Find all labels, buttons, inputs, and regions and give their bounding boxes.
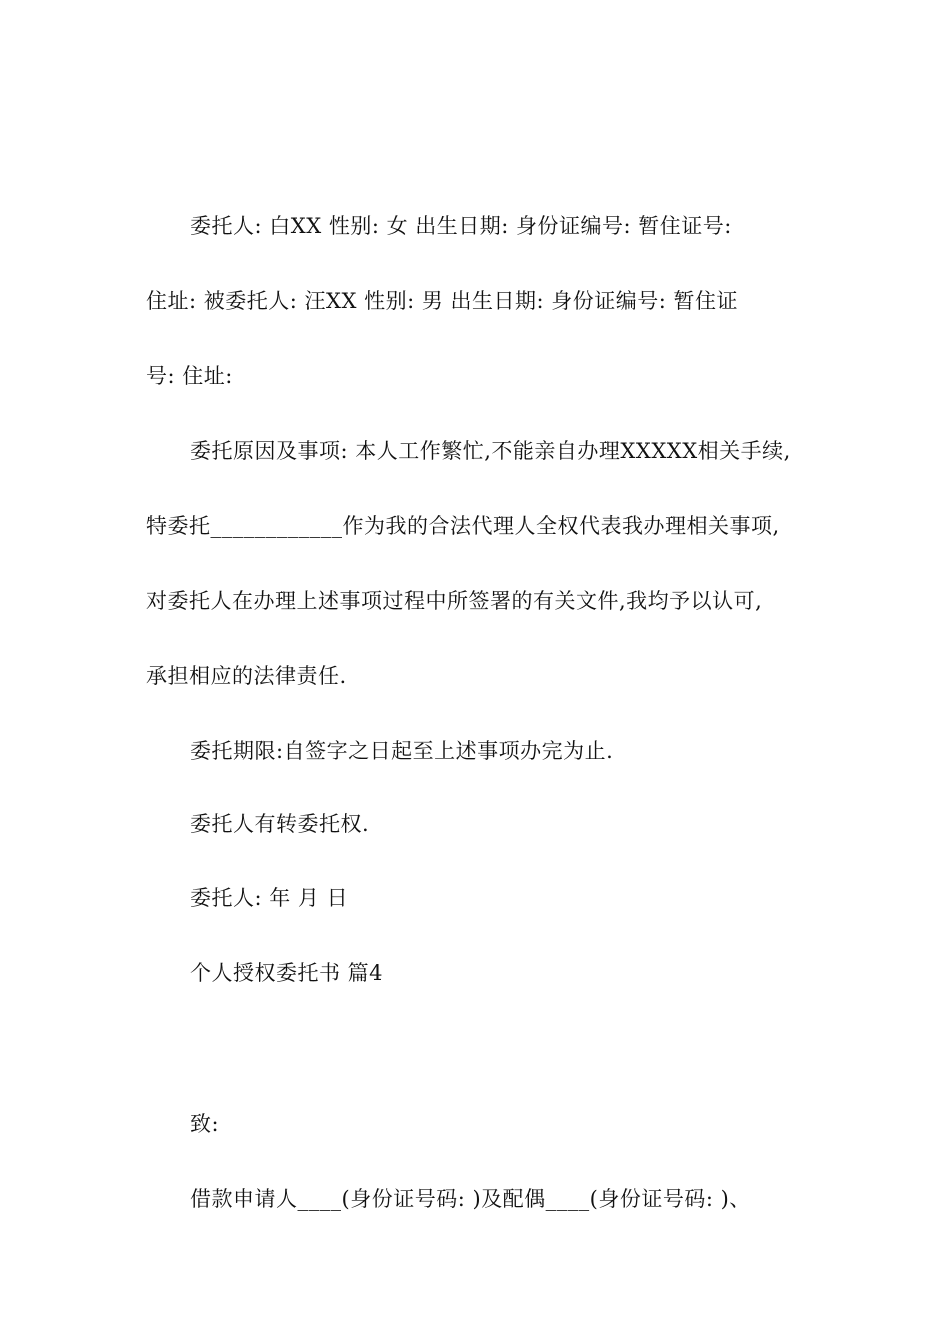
doc-line-liability: 承担相应的法律责任. <box>146 664 347 688</box>
doc-line-subdelegation: 委托人有转委托权. <box>190 812 370 836</box>
doc-line-salutation: 致: <box>190 1112 220 1136</box>
doc-line-agent-info: 住址: 被委托人: 汪XX 性别: 男 出生日期: 身份证编号: 暂住证 <box>146 289 739 313</box>
doc-line-borrower: 借款申请人____(身份证号码: )及配偶____(身份证号码: )、 <box>190 1187 751 1211</box>
doc-line-signature-date: 委托人: 年 月 日 <box>190 886 349 910</box>
doc-line-reason: 委托原因及事项: 本人工作繁忙,不能亲自办理XXXXX相关手续, <box>190 439 791 463</box>
doc-line-documents: 对委托人在办理上述事项过程中所签署的有关文件,我均予以认可, <box>146 589 763 613</box>
doc-line-term: 委托期限:自签字之日起至上述事项办完为止. <box>190 739 614 763</box>
doc-line-section-heading: 个人授权委托书 篇4 <box>190 961 384 985</box>
doc-line-principal-info: 委托人: 白XX 性别: 女 出生日期: 身份证编号: 暂住证号: <box>190 214 732 238</box>
doc-line-address: 号: 住址: <box>146 364 233 388</box>
doc-line-delegate: 特委托____________作为我的合法代理人全权代表我办理相关事项, <box>146 514 780 538</box>
